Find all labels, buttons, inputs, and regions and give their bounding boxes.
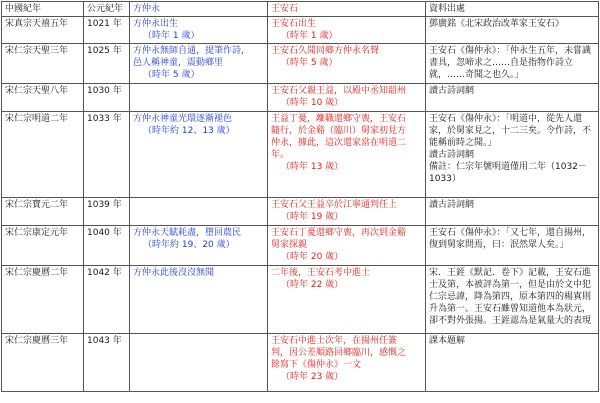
table-row	[2, 44, 599, 84]
reign-cell: 宋仁宗天聖三年	[2, 44, 84, 84]
source-line: 讀古詩詞網	[429, 200, 475, 210]
source-line: 王安石《傷仲永》：「仲永生五年，未嘗識	[429, 46, 592, 56]
source-cell	[426, 226, 599, 266]
wang-anshi-cell	[268, 112, 426, 198]
table-body	[2, 17, 599, 392]
wang-event-line: 判，因公差順路回鄉臨川，感慨之	[271, 348, 407, 358]
source-line: 讀古詩詞網	[429, 86, 475, 96]
source-cell	[426, 84, 599, 112]
source-line: 就，……奇聞之也久。」	[429, 70, 524, 80]
fang-event-line: 方仲永此後沒沒無聞	[133, 268, 215, 278]
source-cell	[426, 112, 599, 198]
ad-year-cell: 1021 年	[84, 17, 130, 44]
reign-cell: 宋仁宗寶元二年	[2, 198, 84, 226]
wang-anshi-cell	[268, 84, 426, 112]
wang-event-line: 王安石丁憂還鄉守喪，再次到金谿	[271, 228, 407, 238]
table-row	[2, 198, 599, 226]
wang-age: （時年 19 歲）	[281, 212, 344, 222]
wang-anshi-cell	[268, 226, 426, 266]
table-row	[2, 266, 599, 334]
wang-age: （時年 22 歲）	[281, 280, 344, 290]
source-line: 課本題解	[429, 336, 466, 346]
fang-zhongyong-cell	[130, 17, 268, 44]
source-line: 復到舅家問焉，曰：泯然眾人矣。」	[429, 240, 569, 250]
wang-age: （時年 13 歲）	[281, 162, 344, 172]
wang-age: （時年 5 歲）	[281, 58, 338, 68]
header-source: 資料出處	[426, 2, 599, 17]
fang-zhongyong-cell	[130, 334, 268, 392]
wang-event-line: 二年後，王安石考中進士	[271, 268, 371, 278]
wang-event-line: 王安石中進士次年，在揚州任簽	[271, 336, 398, 346]
wang-event-line: 王安石父親王益，以殿中丞知韶州	[271, 86, 407, 96]
wang-anshi-cell	[268, 17, 426, 44]
fang-event-line: 方仲永出生	[133, 19, 179, 29]
table-row	[2, 17, 599, 44]
header-wang-anshi: 王安石	[268, 2, 426, 17]
fang-zhongyong-cell	[130, 84, 268, 112]
wang-event-line: 舅家探親	[271, 240, 308, 250]
reign-cell: 宋仁宗慶曆三年	[2, 334, 84, 392]
header-reign: 中國紀年	[2, 2, 84, 17]
ad-year-cell: 1042 年	[84, 266, 130, 334]
wang-anshi-cell	[268, 266, 426, 334]
ad-year-cell: 1033 年	[84, 112, 130, 198]
wang-anshi-cell	[268, 44, 426, 84]
fang-zhongyong-cell	[130, 266, 268, 334]
wang-event-line: 餘寫下《傷仲永》一文	[271, 360, 362, 370]
ad-year-cell: 1025 年	[84, 44, 130, 84]
source-line: 1033）	[429, 174, 461, 184]
source-line: 仁宗忌諱，降為第四，原本第四的楊寘則	[429, 292, 592, 302]
fang-event-line: 方仲永神童光環逐漸褪色	[133, 114, 233, 124]
source-line: 家，於舅家見之，十二三矣。令作詩，不	[429, 126, 592, 136]
wang-age: （時年 1 歲）	[281, 31, 338, 41]
chronology-table	[1, 1, 599, 392]
source-line: 備註：仁宗年號明道僅用二年（1032－	[429, 162, 587, 172]
wang-event-line: 仲永，據此，這次還家當在明道二	[271, 138, 407, 148]
fang-event-line: 方仲永無師自通，提筆作詩，	[133, 46, 251, 56]
reign-cell: 宋仁宗明道二年	[2, 112, 84, 198]
table-row	[2, 84, 599, 112]
reign-cell: 宋仁宗天聖八年	[2, 84, 84, 112]
fang-age: （時年約 12、13 歲）	[143, 126, 235, 136]
source-line: 卻不對外張揚。王銍認為是氣量大的表現	[429, 316, 592, 326]
table-row	[2, 226, 599, 266]
wang-event-line: 王安石久聞同鄉方仲永名聲	[271, 46, 380, 56]
fang-zhongyong-cell	[130, 44, 268, 84]
source-line: 書具，忽啼求之……自是指物作詩立	[429, 58, 574, 68]
source-line: 能稱前時之聞。」	[429, 138, 497, 148]
wang-event-line: 年。	[271, 150, 290, 160]
source-cell	[426, 17, 599, 44]
wang-anshi-cell	[268, 198, 426, 226]
ad-year-cell: 1040 年	[84, 226, 130, 266]
ad-year-cell: 1043 年	[84, 334, 130, 392]
wang-age: （時年 10 歲）	[281, 98, 344, 108]
fang-zhongyong-cell	[130, 112, 268, 198]
wang-event-line: 王益丁憂，離職還鄉守喪，王安石	[271, 114, 407, 124]
fang-age: （時年 1 歲）	[143, 31, 200, 41]
table-row	[2, 112, 599, 198]
source-cell	[426, 198, 599, 226]
source-line: 宋．王銍《默記．卷下》記載，王安石進	[429, 268, 592, 278]
source-line: 王安石《傷仲永》：「明道中，從先人還	[429, 114, 583, 124]
source-line: 鄧廣銘《北宋政治改革家王安石》	[429, 19, 565, 29]
source-line: 讀古詩詞網	[429, 150, 475, 160]
source-cell	[426, 44, 599, 84]
fang-event-line: 方仲永天賦耗盡，墮回農民	[133, 228, 242, 238]
source-line: 王安石《傷仲永》：「又七年，還自揚州，	[429, 228, 592, 238]
reign-cell: 宋仁宗慶曆二年	[2, 266, 84, 334]
reign-cell: 宋真宗天禧五年	[2, 17, 84, 44]
wang-age: （時年 20 歲）	[281, 252, 344, 262]
fang-event-line: 邑人稱神童，震動鄉里	[133, 58, 224, 68]
fang-age: （時年 5 歲）	[143, 70, 200, 80]
source-cell	[426, 266, 599, 334]
table-row	[2, 334, 599, 392]
header-ad: 公元紀年	[84, 2, 130, 17]
wang-event-line: 隨行，於金谿（臨川）舅家初見方	[271, 126, 407, 136]
source-line: 士及第，本被評為第一，但是由於文中犯	[429, 280, 592, 290]
header-fang-zhongyong: 方仲永	[130, 2, 268, 17]
source-line: 升為第一。王安石雖曾知道他本為狀元，	[429, 304, 592, 314]
wang-anshi-cell	[268, 334, 426, 392]
wang-event-line: 王安石出生	[271, 19, 317, 29]
header-row	[2, 2, 599, 17]
reign-cell: 宋仁宗康定元年	[2, 226, 84, 266]
wang-event-line: 王安石父王益卒於江寧通判任上	[271, 200, 398, 210]
ad-year-cell: 1030 年	[84, 84, 130, 112]
wang-age: （時年 23 歲）	[281, 372, 344, 382]
fang-zhongyong-cell	[130, 198, 268, 226]
source-cell	[426, 334, 599, 392]
fang-age: （時年約 19、20 歲）	[143, 240, 235, 250]
ad-year-cell: 1039 年	[84, 198, 130, 226]
fang-zhongyong-cell	[130, 226, 268, 266]
